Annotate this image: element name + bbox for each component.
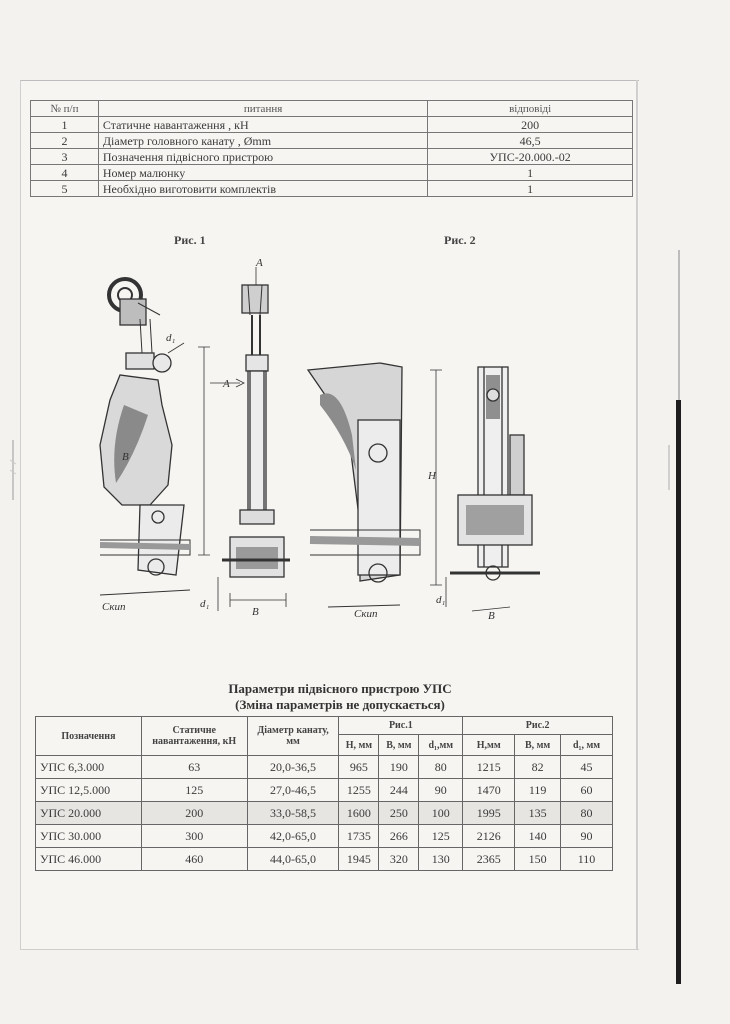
row-question: Діаметр головного канату , Ømm xyxy=(98,133,427,149)
cell-h2: 2365 xyxy=(463,848,515,871)
cell-h1: 965 xyxy=(339,756,379,779)
header-b1: В, мм xyxy=(379,735,419,756)
scan-smudge-left xyxy=(8,440,18,500)
cell-dia: 33,0-58,5 xyxy=(247,802,339,825)
header-designation: Позначення xyxy=(36,717,142,756)
table-row xyxy=(31,133,633,149)
cell-h1: 1255 xyxy=(339,779,379,802)
label-skip-fig1: Скип xyxy=(102,601,126,613)
cell-b1: 266 xyxy=(379,825,419,848)
cell-d1: 100 xyxy=(419,802,463,825)
header-diameter: Діаметр канату, мм xyxy=(247,717,339,756)
cell-b1: 250 xyxy=(379,802,419,825)
params-subtitle: (Зміна параметрів не допускається) xyxy=(235,697,445,712)
questions-table xyxy=(30,100,633,197)
header-h2: Н,мм xyxy=(463,735,515,756)
row-question: Необхідно виготовити комплектів xyxy=(98,181,427,197)
questions-header-row xyxy=(31,101,633,117)
row-answer: 46,5 xyxy=(428,133,633,149)
table-row xyxy=(31,149,633,165)
scan-edge-line xyxy=(678,250,680,400)
cell-dia: 44,0-65,0 xyxy=(247,848,339,871)
scan-edge-bar xyxy=(676,400,681,984)
params-title: Параметри підвісного пристрою УПС xyxy=(228,681,452,696)
cell-d2: 45 xyxy=(561,756,613,779)
col-header-num: № п/п xyxy=(31,101,99,117)
row-answer: 200 xyxy=(428,117,633,133)
col-header-answer: відповіді xyxy=(428,101,633,117)
scan-smudge-right xyxy=(664,445,674,490)
label-b-fig2: В xyxy=(488,610,495,622)
cell-h2: 1215 xyxy=(463,756,515,779)
row-num: 5 xyxy=(31,181,99,197)
cell-h1: 1735 xyxy=(339,825,379,848)
suspension-device-drawing xyxy=(80,255,640,635)
header-fig1: Рис.1 xyxy=(339,717,463,735)
cell-b1: 244 xyxy=(379,779,419,802)
cell-b2: 135 xyxy=(515,802,561,825)
params-header-row-1 xyxy=(36,717,613,735)
row-answer: УПС-20.000.-02 xyxy=(428,149,633,165)
table-row xyxy=(36,825,613,848)
figure-1-label: Рис. 1 xyxy=(174,233,206,247)
cell-name: УПС 30.000 xyxy=(36,825,142,848)
figure-2-side-view xyxy=(308,363,442,607)
label-d1-bottom-fig1: d₁ xyxy=(200,598,210,610)
table-row xyxy=(36,802,613,825)
col-header-question: питання xyxy=(98,101,427,117)
figure-1-front-view xyxy=(218,267,290,611)
cell-d2: 110 xyxy=(561,848,613,871)
cell-name: УПС 20.000 xyxy=(36,802,142,825)
row-question: Номер малюнку xyxy=(98,165,427,181)
table-row xyxy=(31,181,633,197)
table-row xyxy=(36,756,613,779)
cell-h1: 1945 xyxy=(339,848,379,871)
cell-d1: 90 xyxy=(419,779,463,802)
cell-d2: 60 xyxy=(561,779,613,802)
cell-dia: 42,0-65,0 xyxy=(247,825,339,848)
params-table xyxy=(35,716,613,871)
label-d1-fig1: d₁ xyxy=(166,332,176,344)
label-a-arrow: А xyxy=(223,378,230,390)
cell-b2: 82 xyxy=(515,756,561,779)
cell-b2: 119 xyxy=(515,779,561,802)
cell-d1: 80 xyxy=(419,756,463,779)
cell-b1: 190 xyxy=(379,756,419,779)
row-num: 2 xyxy=(31,133,99,149)
row-num: 1 xyxy=(31,117,99,133)
table-row xyxy=(31,165,633,181)
cell-d1: 130 xyxy=(419,848,463,871)
header-b2: В, мм xyxy=(515,735,561,756)
cell-load: 300 xyxy=(141,825,247,848)
cell-b2: 140 xyxy=(515,825,561,848)
label-a-top: А xyxy=(256,257,263,269)
row-question: Позначення підвісного пристрою xyxy=(98,149,427,165)
row-answer: 1 xyxy=(428,181,633,197)
cell-load: 63 xyxy=(141,756,247,779)
table-row xyxy=(36,779,613,802)
header-fig2: Рис.2 xyxy=(463,717,613,735)
label-skip-fig2: Скип xyxy=(354,608,378,620)
table-row xyxy=(31,117,633,133)
header-load: Статичне навантаження, кН xyxy=(141,717,247,756)
cell-name: УПС 12,5.000 xyxy=(36,779,142,802)
label-h-fig2: H xyxy=(428,470,436,482)
cell-b1: 320 xyxy=(379,848,419,871)
row-question: Статичне навантаження , кН xyxy=(98,117,427,133)
figure-1-side-view xyxy=(100,279,244,595)
cell-h2: 1995 xyxy=(463,802,515,825)
row-answer: 1 xyxy=(428,165,633,181)
cell-dia: 27,0-46,5 xyxy=(247,779,339,802)
params-title-block xyxy=(30,681,650,713)
header-h1: Н, мм xyxy=(339,735,379,756)
header-d1: d₁,мм xyxy=(419,735,463,756)
header-d2: d₁, мм xyxy=(561,735,613,756)
cell-b2: 150 xyxy=(515,848,561,871)
label-d1-fig2: d₁ xyxy=(436,594,446,606)
cell-h2: 1470 xyxy=(463,779,515,802)
cell-load: 200 xyxy=(141,802,247,825)
cell-name: УПС 46.000 xyxy=(36,848,142,871)
row-num: 3 xyxy=(31,149,99,165)
figure-2-front-view xyxy=(446,367,540,611)
cell-dia: 20,0-36,5 xyxy=(247,756,339,779)
table-row xyxy=(36,848,613,871)
cell-load: 125 xyxy=(141,779,247,802)
cell-h1: 1600 xyxy=(339,802,379,825)
label-b-roller: В xyxy=(122,451,129,463)
label-b-fig1: В xyxy=(252,606,259,618)
cell-name: УПС 6,3.000 xyxy=(36,756,142,779)
cell-d1: 125 xyxy=(419,825,463,848)
cell-d2: 80 xyxy=(561,802,613,825)
figure-2-label: Рис. 2 xyxy=(444,233,476,247)
cell-h2: 2126 xyxy=(463,825,515,848)
cell-d2: 90 xyxy=(561,825,613,848)
row-num: 4 xyxy=(31,165,99,181)
cell-load: 460 xyxy=(141,848,247,871)
